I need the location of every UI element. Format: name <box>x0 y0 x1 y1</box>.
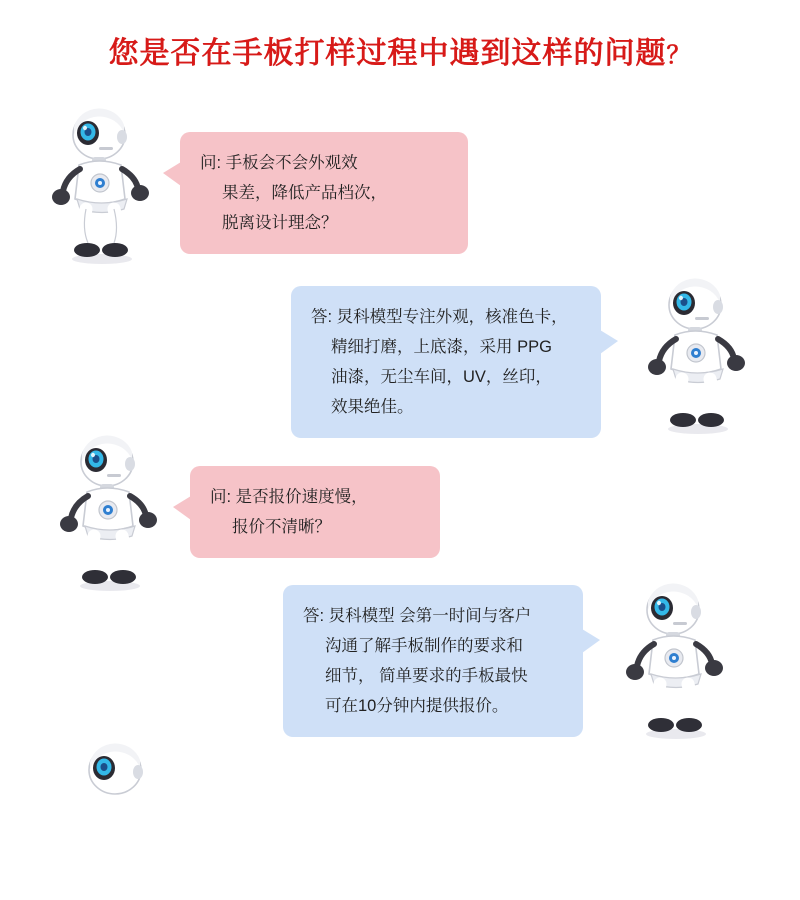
bubble-line: 果差，降低产品档次， <box>222 184 387 202</box>
bubble-line: 答: 炅科模型 会第一时间与客户 <box>303 607 532 625</box>
bubble-line: 脱离设计理念？ <box>222 214 338 232</box>
robot-illustration-a1 <box>640 275 750 435</box>
robot-illustration-q3 <box>60 740 170 900</box>
page-title-text: 您是否在手板打样过程中遇到这样的问题 <box>108 37 667 70</box>
answer-bubble-2 <box>283 585 583 737</box>
question-bubble-2 <box>190 466 440 558</box>
page-title-tail: ？ <box>666 42 692 69</box>
answer-bubble-1 <box>291 286 601 438</box>
bubble-line: 答: 炅科模型专注外观，核准色卡， <box>311 308 568 326</box>
bubble-line: 报价不清晰？ <box>232 518 331 536</box>
bubble-line: 问: 是否报价速度慢， <box>210 488 368 506</box>
question-bubble-1 <box>180 132 468 254</box>
robot-illustration-a2 <box>618 580 728 740</box>
bubble-line: 问: 手板会不会外观效 <box>200 154 358 172</box>
bubble-line: 精细打磨，上底漆，采用 PPG <box>331 338 552 356</box>
robot-illustration-q1 <box>44 105 154 265</box>
page-title <box>0 28 800 72</box>
bubble-line: 沟通了解手板制作的要求和 <box>325 637 523 655</box>
robot-illustration-q2 <box>52 432 162 592</box>
bubble-line: 细节， 简单要求的手板最快 <box>325 667 528 685</box>
bubble-line: 可在10分钟内提供报价。 <box>325 697 509 715</box>
bubble-line: 效果绝佳。 <box>331 398 414 416</box>
bubble-line: 油漆，无尘车间，UV，丝印， <box>331 368 552 386</box>
